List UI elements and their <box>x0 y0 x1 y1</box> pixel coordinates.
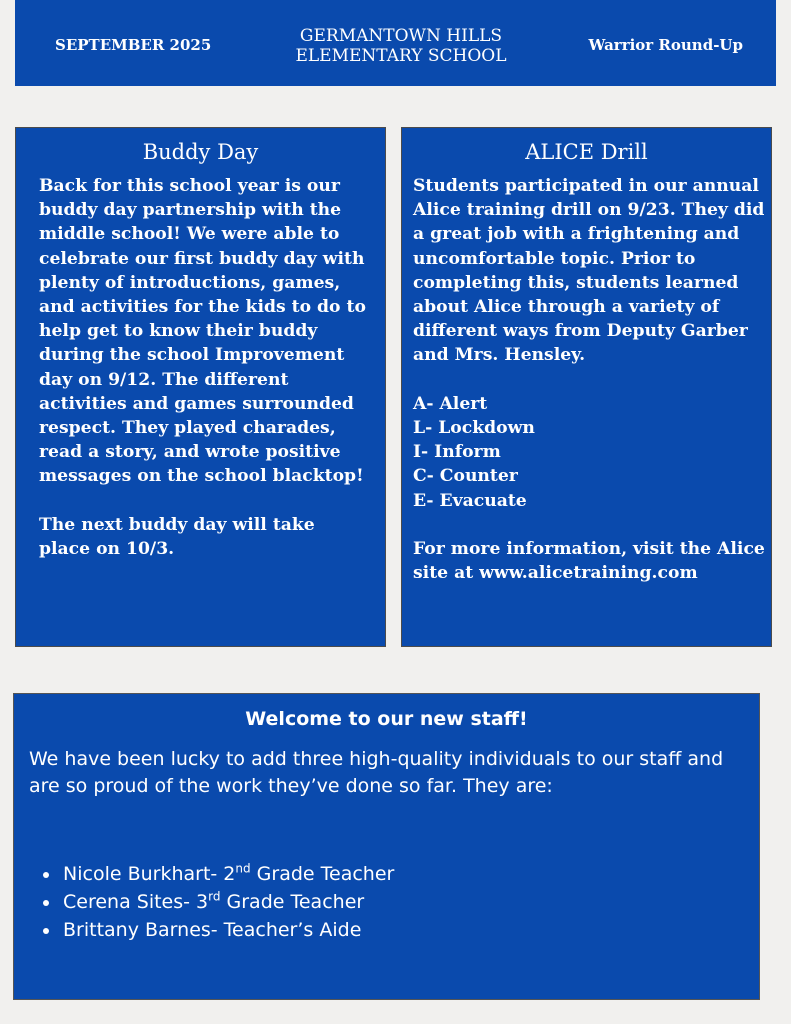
school-name: GERMANTOWN HILLS ELEMENTARY SCHOOL <box>295 26 507 66</box>
new-staff-title: Welcome to our new staff! <box>245 708 528 730</box>
list-item <box>29 916 394 944</box>
buddy-day-body <box>39 174 371 561</box>
alice-acronym-line: A- Alert <box>413 393 488 414</box>
new-staff-card <box>13 693 760 1000</box>
buddy-day-next: The next buddy day will take place on 10/3. <box>39 514 315 560</box>
buddy-day-title: Buddy Day <box>142 140 259 164</box>
buddy-day-paragraph: Back for this school year is our buddy day partnership with the middle school! We were able to celebrate our first buddy day with plenty of introductions, games, and activities for the kids to do to help get to know their buddy during the school Improvement day on 9/12. The different activities and games surrounded respect. They played charades, read a story, and wrote positive messages on the school blacktop! <box>39 176 366 487</box>
staff-role: Grade Teacher <box>220 891 365 913</box>
staff-name: Cerena Sites- 3 <box>63 891 209 913</box>
staff-role: Grade Teacher <box>250 863 395 885</box>
alice-acronym-line: I- Inform <box>413 442 501 463</box>
alice-acronym-line: L- Lockdown <box>413 418 535 439</box>
buddy-day-card <box>15 127 386 647</box>
ordinal-suffix: nd <box>235 861 251 876</box>
alice-drill-body <box>413 174 765 585</box>
alice-drill-title: ALICE Drill <box>525 140 648 164</box>
new-staff-intro: We have been lucky to add three high-quality individuals to our staff and are so proud of the work they’ve done so far. They are: <box>29 748 724 797</box>
alice-drill-paragraph: Students participated in our annual Alice training drill on 9/23. They did a great job with a frightening and uncomfortable topic. Prior to completing this, students learned about Alice through a variety of different ways from Deputy Garber and Mrs. Hensley. <box>413 176 765 366</box>
staff-name: Brittany Barnes- Teacher’s Aide <box>63 919 362 941</box>
ordinal-suffix: rd <box>208 889 221 904</box>
staff-list <box>29 860 394 944</box>
issue-date: SEPTEMBER 2025 <box>55 36 212 54</box>
alice-acronym-line: C- Counter <box>413 466 518 487</box>
alice-more-info: For more information, visit the Alice site at www.alicetraining.com <box>413 539 765 584</box>
alice-drill-card <box>401 127 772 647</box>
alice-acronym-line: E- Evacuate <box>413 490 527 511</box>
list-item <box>29 888 394 916</box>
list-item <box>29 860 394 888</box>
staff-name: Nicole Burkhart- 2 <box>63 863 236 885</box>
newsletter-name: Warrior Round-Up <box>588 36 743 54</box>
newsletter-header <box>15 0 776 86</box>
